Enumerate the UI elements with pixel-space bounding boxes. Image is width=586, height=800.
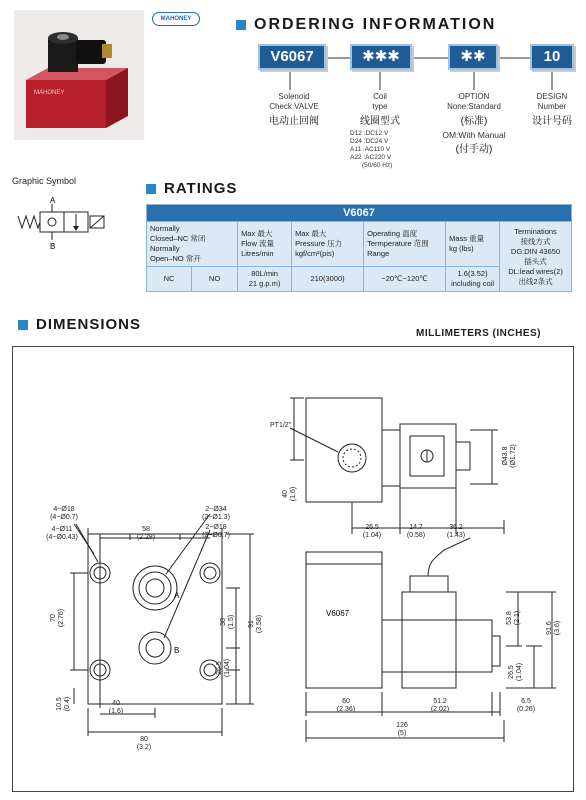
- header-line: 插头式: [524, 256, 547, 266]
- coil-option: D12 :DC12 V: [350, 130, 389, 137]
- code-box-design: 10: [530, 44, 574, 70]
- dim-port-pt: PT1/2": [270, 422, 292, 429]
- dim-h38: [220, 604, 236, 640]
- dim-value: 26.5: [216, 661, 223, 675]
- left-view-drawing: [14, 348, 284, 788]
- header-line: Pressure 压力: [295, 239, 343, 248]
- header-line: Termperature 范围: [367, 239, 429, 248]
- dim-value: 70: [50, 614, 57, 622]
- dim-w80: [124, 736, 164, 752]
- dim-value: (2−Ø1.3): [202, 514, 230, 521]
- code-label-line: OPTION: [458, 92, 490, 101]
- code-label-line: None:Standard: [447, 102, 501, 111]
- header-line: Flow 流量: [241, 239, 274, 248]
- dim-value: (0.58): [406, 532, 426, 539]
- dim-value: (5): [397, 730, 407, 737]
- brand-logo: MAHONEY: [152, 12, 200, 26]
- dim-top-w26: [354, 524, 390, 540]
- header-line: kgf/cm²(pis): [295, 249, 335, 258]
- dim-value: 4−Ø18: [53, 506, 75, 513]
- dim-top-h40: [282, 476, 298, 512]
- dim-value: (4−Ø0.43): [46, 534, 78, 541]
- dim-front-w51: [420, 698, 460, 714]
- dimensions-heading: [18, 316, 141, 333]
- code-box-option: ✱✱: [448, 44, 498, 70]
- value-line: including coil: [451, 279, 495, 288]
- dim-front-h91: [546, 608, 562, 648]
- value-no: NO: [192, 267, 238, 292]
- coil-options-list: [350, 130, 420, 170]
- left-port-b: B: [174, 646, 180, 655]
- dim-value: 26.5: [508, 665, 515, 679]
- dim-value: 91.6: [546, 621, 553, 635]
- dim-h10: [56, 686, 72, 722]
- section-marker-icon: [18, 320, 28, 330]
- coil-option: (50/60 Hz): [362, 162, 393, 169]
- dim-value: (1.6): [108, 708, 124, 715]
- ordering-title: ORDERING INFORMATION: [254, 16, 497, 33]
- dim-value: 2−Ø34: [205, 506, 227, 513]
- section-marker-icon: [236, 20, 246, 30]
- dim-value: (3.2): [136, 744, 152, 751]
- dim-4-d11: [38, 526, 86, 542]
- header-line: Terminations: [514, 226, 557, 236]
- code-box-coil: ✱✱✱: [350, 44, 412, 70]
- symbol-port-a: A: [50, 196, 56, 205]
- ratings-table-wrap: [146, 204, 572, 292]
- dim-value: 53.8: [506, 611, 513, 625]
- code-label-zh: 设计号码: [532, 116, 572, 127]
- header-line: Max 最大: [241, 229, 273, 238]
- value-flow: [238, 267, 292, 292]
- dim-value: (2.02): [430, 706, 450, 713]
- code-label-coil: [340, 92, 420, 170]
- code-label-line: Coil: [373, 92, 387, 101]
- header-line: 出线2条式: [518, 276, 553, 286]
- dim-h70: [50, 598, 66, 638]
- dim-front-h53: [506, 598, 522, 638]
- code-label-line: Check VALVE: [269, 102, 319, 111]
- dim-value: (2.28): [136, 534, 156, 541]
- dim-value: (3.6): [554, 620, 561, 636]
- dim-value: 14.7: [409, 524, 423, 531]
- graphic-symbol-title: Graphic Symbol: [12, 176, 77, 186]
- dim-2-d18: [194, 524, 238, 540]
- photo-brand-text: MAHONEY: [34, 90, 65, 96]
- section-marker-icon: [146, 184, 156, 194]
- ratings-heading: [146, 180, 237, 197]
- dim-value: 26.5: [365, 524, 379, 531]
- dim-w40: [96, 700, 136, 716]
- dim-value: 10.5: [56, 697, 63, 711]
- dim-4-d18: [44, 506, 84, 522]
- dim-value: (1.04): [516, 662, 523, 682]
- dim-top-w14: [400, 524, 432, 540]
- dim-value: (2−Ø0.7): [202, 532, 230, 539]
- header-line: Closed–NC 常闭: [150, 234, 206, 243]
- product-photo: [14, 10, 144, 140]
- header-line: Range: [367, 249, 390, 258]
- dim-top-d43: [502, 434, 518, 478]
- header-line: Open–NO 常开: [150, 254, 201, 263]
- code-label-zh: 线圈型式: [360, 116, 400, 127]
- dim-front-h26: [508, 652, 524, 692]
- dim-2-d34: [194, 506, 238, 522]
- dim-value: 126: [396, 722, 408, 729]
- coil-option: A22 :AC220 V: [350, 154, 392, 161]
- front-model-label: V6067: [326, 609, 350, 618]
- code-label-line: type: [372, 102, 388, 111]
- graphic-symbol: [10, 196, 120, 252]
- left-port-a: A: [174, 591, 180, 600]
- dim-value: (2.76): [58, 608, 65, 628]
- ratings-model: V6067: [147, 205, 572, 222]
- dim-value: (2.1): [514, 610, 521, 626]
- coil-option: D24 :DC24 V: [350, 138, 389, 145]
- dim-value: (0.4): [64, 696, 71, 712]
- dim-value: (Ø1.72): [510, 444, 517, 468]
- dim-value: 91: [248, 620, 255, 628]
- ratings-table: [146, 204, 572, 292]
- coil-option: A11 :AC110 V: [350, 146, 391, 153]
- dimensions-units: MILLIMETERS (INCHES): [416, 328, 541, 339]
- dim-value: 38: [220, 618, 227, 626]
- code-label-line: Solenoid: [278, 92, 310, 101]
- option-manual: OM:With Manual: [442, 130, 506, 140]
- dim-value: (1.6): [290, 486, 297, 502]
- dim-value: (1.04): [224, 658, 231, 678]
- code-label-line: DESIGN: [536, 92, 568, 101]
- value-nc: NC: [147, 267, 192, 292]
- ratings-header-row: [147, 222, 572, 267]
- code-label-zh: (标准): [460, 116, 488, 127]
- code-label-line: Number: [537, 102, 567, 111]
- header-line: Operating 温度: [367, 229, 418, 238]
- dim-value: 40: [282, 490, 289, 498]
- dim-value: 58: [142, 526, 150, 533]
- dim-value: 36.2: [449, 524, 463, 531]
- value-line: 1.6(3.52): [457, 269, 488, 278]
- dim-front-w6: [506, 698, 546, 714]
- dim-value: 51.2: [433, 698, 447, 705]
- header-mass: [446, 222, 500, 267]
- dim-value: Ø43.8: [502, 446, 509, 466]
- header-line: DG:DIN 43650: [510, 246, 561, 256]
- dim-w58: [126, 526, 166, 542]
- dim-value: 4−Ø11: [51, 526, 73, 533]
- dim-front-w60: [326, 698, 366, 714]
- symbol-port-b: B: [50, 242, 56, 251]
- code-label-zh: 电动止回阀: [269, 116, 319, 127]
- header-pressure: [292, 222, 364, 267]
- value-temperature: −20℃−120℃: [364, 267, 446, 292]
- dim-h26: [216, 650, 232, 686]
- header-normally: [147, 222, 238, 267]
- dimensions-title: DIMENSIONS: [36, 316, 142, 333]
- dim-top-w36: [438, 524, 474, 540]
- dim-front-w126: [382, 722, 422, 738]
- header-line: Mass 重量: [449, 234, 485, 243]
- solenoid-valve-image: [14, 10, 144, 140]
- option-manual-zh: (付手动): [455, 144, 493, 155]
- header-line: Normally: [150, 244, 180, 253]
- right-views-drawing: [260, 380, 572, 780]
- ordering-heading: [236, 16, 496, 34]
- code-box-model: V6067: [258, 44, 326, 70]
- header-line: Max 最大: [295, 229, 327, 238]
- header-line: Normally: [150, 224, 180, 233]
- header-line: DL:lead wires(2): [508, 266, 563, 276]
- dim-value: 80: [140, 736, 148, 743]
- dim-value: (3.58): [256, 614, 263, 634]
- header-temperature: [364, 222, 446, 267]
- code-label-model: [254, 92, 334, 127]
- value-mass: [446, 267, 500, 292]
- dim-value: (0.26): [516, 706, 536, 713]
- header-line: Litres/min: [241, 249, 274, 258]
- dim-value: 60: [342, 698, 350, 705]
- ratings-title: RATINGS: [164, 180, 238, 197]
- dim-value: (1.5): [228, 614, 235, 630]
- dim-value: 40: [112, 700, 120, 707]
- header-line: kg (lbs): [449, 244, 474, 253]
- dim-value: (2.36): [336, 706, 356, 713]
- value-pressure: 210(3000): [292, 267, 364, 292]
- header-flow: [238, 222, 292, 267]
- dim-value: (1.04): [362, 532, 382, 539]
- code-label-design: [522, 92, 582, 127]
- header-terminations: [500, 222, 572, 292]
- value-line: 21 g.p.m): [248, 279, 281, 288]
- dim-value: (4−Ø0.7): [50, 514, 78, 521]
- header-line: 接线方式: [520, 236, 551, 246]
- dim-value: 6.5: [521, 698, 531, 705]
- dim-value: 2−Ø18: [205, 524, 227, 531]
- value-line: 80L/min: [251, 269, 278, 278]
- dim-value: (1.43): [446, 532, 466, 539]
- code-label-option: [428, 92, 520, 155]
